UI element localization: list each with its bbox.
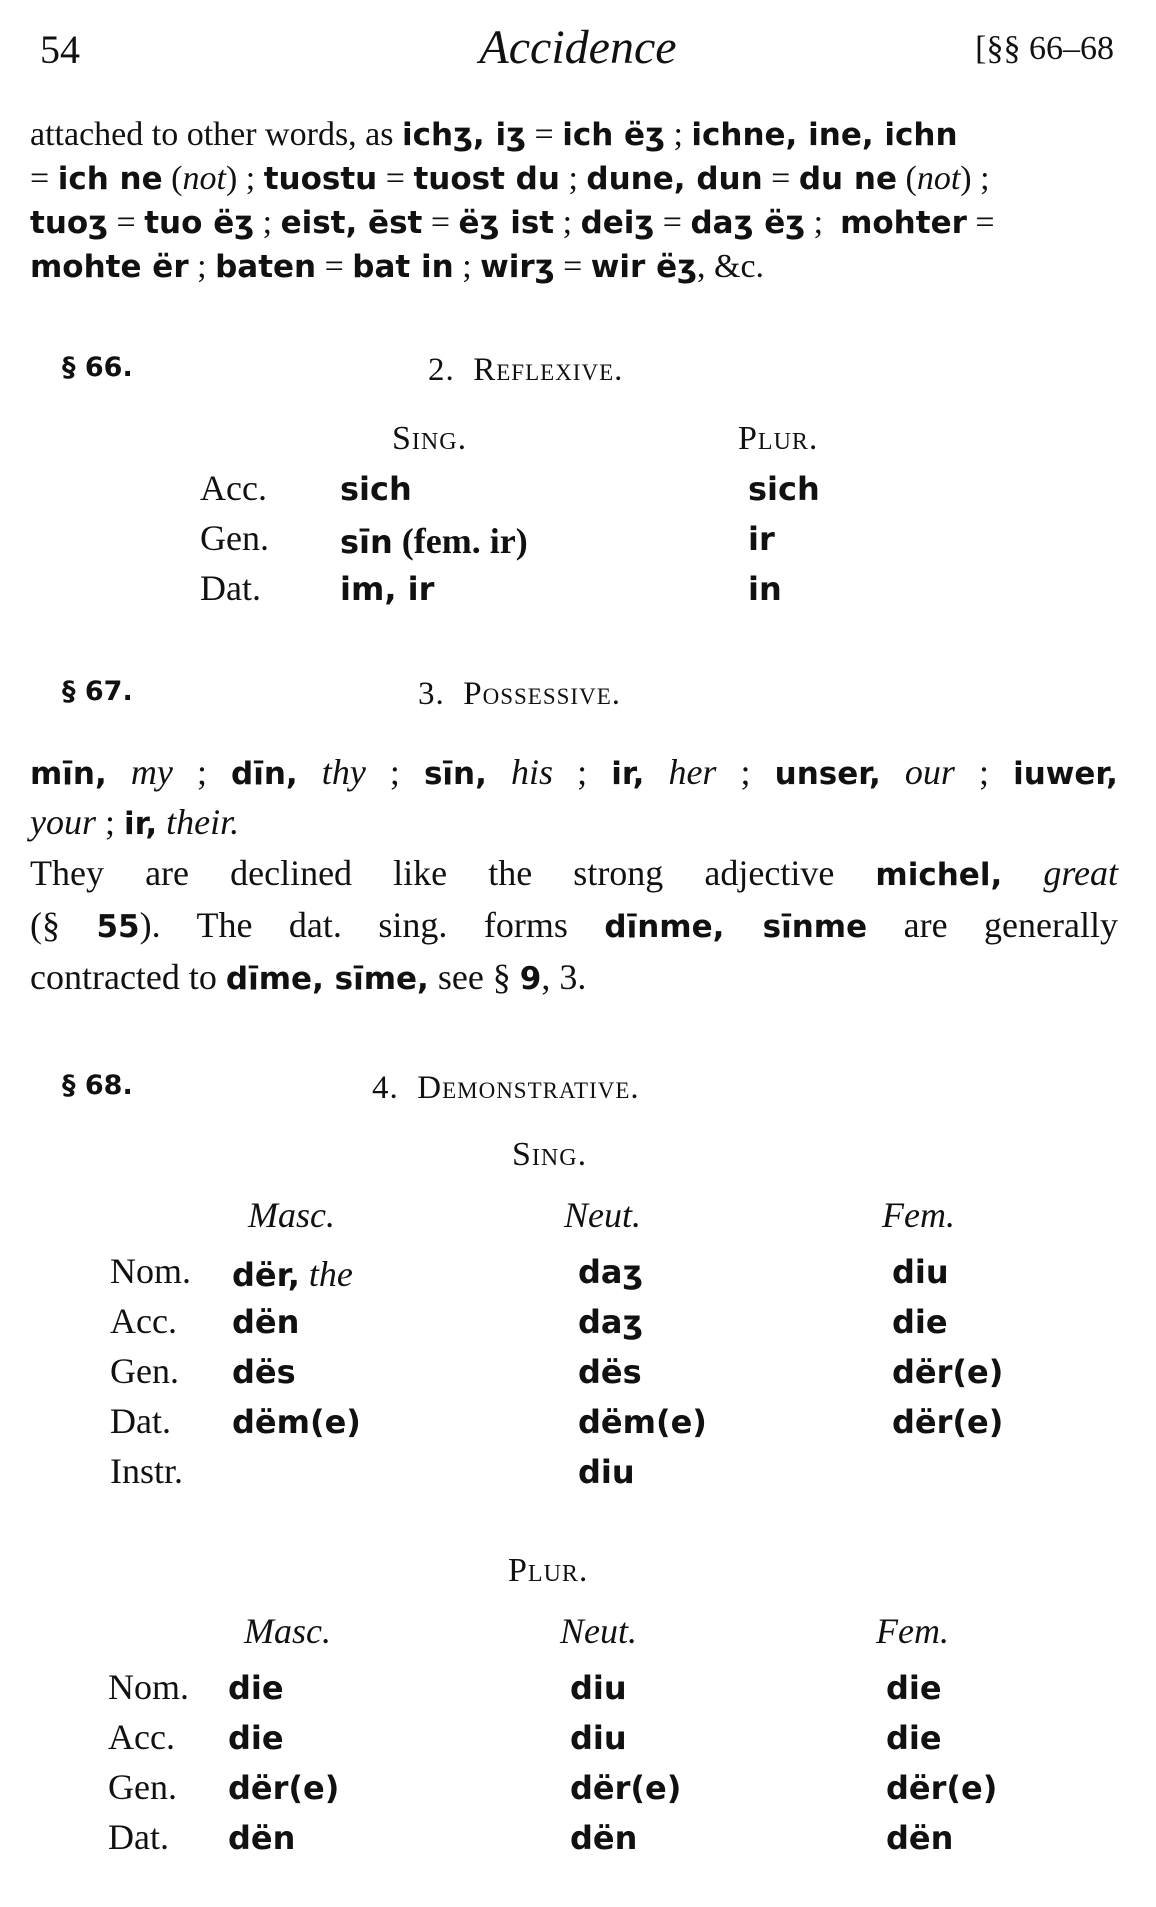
separator: ; (954, 752, 1014, 792)
possessive-form: unser, (774, 756, 881, 792)
separator: ; (96, 802, 125, 842)
demonstrative-masc-form: die (228, 1719, 284, 1757)
gender-header-neut: Neut. (560, 1611, 637, 1651)
page-number: 54 (40, 27, 80, 72)
demonstrative-case: Dat. (110, 1401, 171, 1441)
possessive-para-line-3 (30, 952, 1118, 1004)
demonstrative-neut-form: dëm(e) (578, 1403, 707, 1441)
section-67-number: § 67. (62, 676, 133, 707)
demonstrative-sing-label: Sing. (512, 1136, 588, 1173)
possessive-form: ir, (124, 806, 158, 842)
demonstrative-case: Instr. (110, 1451, 184, 1491)
demonstrative-masc-form: dës (232, 1353, 296, 1391)
demonstrative-masc-form: dën (228, 1819, 296, 1857)
possessive-gloss: his (486, 752, 554, 792)
reflexive-sing-form-main: sīn (340, 523, 393, 561)
possessive-gloss: my (106, 752, 173, 792)
demonstrative-fem-form: diu (892, 1253, 949, 1291)
reflexive-plur-form: ir (748, 520, 775, 558)
reflexive-plur-form: sich (748, 470, 820, 508)
section-67-heading (418, 676, 621, 713)
demonstrative-neut-form: daʒ (578, 1303, 643, 1341)
possessive-gloss: her (644, 752, 717, 792)
separator: ; (716, 752, 775, 792)
demonstrative-fem-form: dër(e) (892, 1403, 1004, 1441)
possessive-form: sīn, (423, 756, 487, 792)
demonstrative-neut-form: diu (578, 1453, 635, 1491)
possessive-form: mīn, (30, 756, 107, 792)
intro-paragraph (30, 113, 1118, 289)
demonstrative-plur-label: Plur. (508, 1552, 589, 1589)
reflexive-case: Gen. (200, 518, 269, 558)
demonstrative-neut-form: dës (578, 1353, 642, 1391)
section-66-heading-num: 2. (428, 352, 455, 388)
demonstrative-masc-form (232, 1253, 353, 1295)
separator: ; (553, 752, 612, 792)
reflexive-case: Acc. (200, 468, 267, 508)
dative-forms: dīnme, sīnme (604, 909, 868, 945)
gender-header-fem: Fem. (882, 1195, 955, 1235)
demonstrative-masc-form: die (228, 1669, 284, 1707)
intro-line-4: mohte ër ; baten = bat in ; wirʒ = wir ëʒ, &c. (30, 248, 765, 285)
demonstrative-case: Gen. (110, 1351, 179, 1391)
possessive-form: dīn, (231, 756, 298, 792)
possessive-line-2 (30, 798, 1118, 848)
section-66-heading (428, 352, 623, 389)
demonstrative-neut-form: daʒ (578, 1253, 643, 1291)
section-68-heading (372, 1070, 640, 1107)
adjective-gloss: great (1002, 853, 1118, 893)
gender-header-neut: Neut. (564, 1195, 641, 1235)
demonstrative-case: Gen. (108, 1767, 177, 1807)
possessive-gloss: thy (297, 752, 366, 792)
possessive-para-line-1 (30, 848, 1118, 900)
possessive-gloss: their. (157, 802, 240, 842)
section-ref: 55 (96, 909, 140, 945)
possessive-form: ir, (611, 756, 645, 792)
section-68-heading-text: Demonstrative. (417, 1070, 640, 1106)
separator: ; (365, 752, 424, 792)
demonstrative-neut-form: dën (570, 1819, 638, 1857)
reflexive-sing-form: im, ir (340, 570, 435, 608)
possessive-gloss: our (880, 752, 955, 792)
section-ref: 9 (519, 961, 542, 997)
text-run: , 3. (541, 957, 587, 997)
contracted-forms: dīme, sīme, (225, 961, 429, 997)
adjective-form: michel, (875, 857, 1003, 893)
section-68-number: § 68. (62, 1070, 133, 1101)
reflexive-plur-header: Plur. (738, 420, 819, 457)
demonstrative-fem-form: dër(e) (886, 1769, 998, 1807)
demonstrative-fem-form: die (886, 1719, 942, 1757)
demonstrative-case: Acc. (110, 1301, 177, 1341)
demonstrative-case: Dat. (108, 1817, 169, 1857)
gender-header-masc: Masc. (244, 1611, 331, 1651)
demonstrative-neut-form: dër(e) (570, 1769, 682, 1807)
possessive-para-line-2 (30, 900, 1118, 952)
intro-line-1: attached to other words, as ichʒ, iʒ = ich ëʒ ; ichne, ine, ichn (30, 116, 958, 153)
section-66-heading-text: Reflexive. (473, 352, 624, 388)
intro-line-2: = ich ne (not) ; tuostu = tuost du ; dune, dun = du ne (not) ; (30, 160, 990, 197)
possessive-line-1 (30, 748, 1118, 798)
reflexive-sing-note: (fem. ir) (392, 521, 528, 561)
text-run: are generally (867, 905, 1118, 945)
possessive-gloss: your (30, 802, 96, 842)
demonstrative-neut-form: diu (570, 1719, 627, 1757)
demonstrative-fem-form: dën (886, 1819, 954, 1857)
demonstrative-case: Nom. (108, 1667, 189, 1707)
demonstrative-neut-form: diu (570, 1669, 627, 1707)
separator: ; (172, 752, 232, 792)
reflexive-case: Dat. (200, 568, 261, 608)
demonstrative-masc-main: dër, (232, 1256, 300, 1294)
demonstrative-fem-form: dër(e) (892, 1353, 1004, 1391)
possessive-form: iuwer, (1013, 756, 1118, 792)
reflexive-plur-form: in (748, 570, 782, 608)
demonstrative-gloss: the (299, 1254, 353, 1294)
gender-header-fem: Fem. (876, 1611, 949, 1651)
text-run: contracted to (30, 957, 226, 997)
demonstrative-fem-form: die (886, 1669, 942, 1707)
section-66-number: § 66. (62, 352, 133, 383)
demonstrative-case: Nom. (110, 1251, 191, 1291)
intro-line-3: tuoʒ = tuo ëʒ ; eist, ēst = ëʒ ist ; deiʒ = daʒ ëʒ ; mohter = (30, 204, 995, 241)
gender-header-masc: Masc. (248, 1195, 335, 1235)
possessive-paragraph (30, 848, 1118, 1004)
reflexive-sing-form: sich (340, 470, 412, 508)
possessive-list (30, 748, 1118, 848)
reflexive-sing-form (340, 520, 528, 562)
section-67-heading-text: Possessive. (463, 676, 621, 712)
reflexive-sing-header: Sing. (392, 420, 468, 457)
text-run: They are declined like the strong adjective (30, 853, 876, 893)
demonstrative-fem-form: die (892, 1303, 948, 1341)
demonstrative-masc-form: dën (232, 1303, 300, 1341)
text-run: (§ (30, 905, 97, 945)
running-title: Accidence (479, 21, 677, 74)
demonstrative-case: Acc. (108, 1717, 175, 1757)
text-run: ). The dat. sing. forms (139, 905, 605, 945)
text-run: see § (428, 957, 520, 997)
section-68-heading-num: 4. (372, 1070, 399, 1106)
section-range: [§§ 66–68 (975, 30, 1114, 67)
section-67-heading-num: 3. (418, 676, 445, 712)
demonstrative-masc-form: dër(e) (228, 1769, 340, 1807)
demonstrative-masc-form: dëm(e) (232, 1403, 361, 1441)
